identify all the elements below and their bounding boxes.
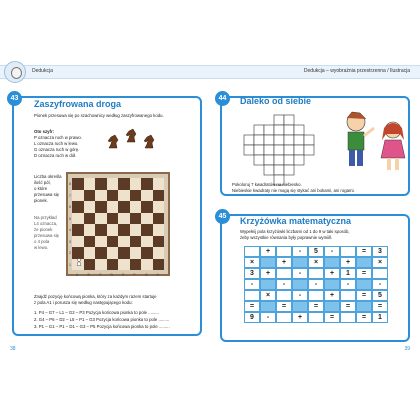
crossword-cell: = [324,312,340,323]
chess-square [95,201,107,213]
grid-square [254,155,264,165]
route-line: 3. P1 – G1 – P1 – D1 – G3 – P5 Pozycja końcowa pionka to pole ......... [34,324,170,329]
chess-square [95,224,107,236]
chess-square [107,213,119,225]
cipher-line: G oznacza ruch w górę. [34,147,80,152]
page-number-right: 39 [404,346,410,352]
task-44-text: Niebieskie kwadraty nie mogą się stykać ani bokami, ani rogami. [232,188,355,193]
crossword-cell: - [340,279,356,290]
chessboard-grid [72,178,164,270]
chess-square [141,190,153,202]
crossword-cell[interactable] [276,246,292,257]
girl-illustration-icon [376,118,410,172]
board-file-label: D [110,273,114,277]
crossword-cell: = [372,301,388,312]
chess-square [84,259,96,271]
board-rank-label: 1 [69,262,71,267]
crossword-cell [356,301,372,312]
chess-square [130,213,142,225]
cipher-line: L oznacza ruch w lewo. [34,141,79,146]
crossword-cell: × [244,257,260,268]
board-rank-label: 4 [69,228,71,232]
chess-square [118,236,130,248]
crossword-cell[interactable] [372,268,388,279]
chess-square [153,259,165,271]
grid-square [264,155,274,165]
chess-square [72,190,84,202]
chess-square [107,178,119,190]
grid-square [304,145,314,155]
board-file-label: C [99,273,102,277]
chess-square [153,224,165,236]
crossword-cell: = [308,301,324,312]
crossword-cell[interactable] [276,268,292,279]
example-line: w lewo. [34,245,49,250]
crossword-cell: = [244,301,260,312]
crossword-cell [292,279,308,290]
crossword-cell [260,301,276,312]
task-44-number: 44 [215,91,230,106]
board-file-label: F [133,273,136,277]
crossword-cell: + [324,290,340,301]
example-line: o 4 pola [34,239,50,244]
side-note-line: o które [34,186,48,191]
crossword-cell[interactable] [340,290,356,301]
crossword-cell: + [276,257,292,268]
knight-icon [106,134,120,149]
chess-square [118,259,130,271]
example-line: Na przykład [34,215,57,220]
cipher-line: P oznacza ruch w prawo. [34,135,82,140]
chess-square [153,190,165,202]
board-file-label: A [76,273,79,277]
board-file-label: B [87,273,90,277]
crossword-cell[interactable] [340,312,356,323]
grid-square [274,155,284,165]
crossword-cell [324,257,340,268]
grid-square [284,135,294,145]
crossword-cell [356,279,372,290]
chess-square [118,224,130,236]
chess-square [95,247,107,259]
chess-square [141,259,153,271]
crossword-cell: = [356,312,372,323]
chess-square [95,190,107,202]
board-file-label: H [156,273,160,277]
chess-square [153,178,165,190]
grid-square [264,135,274,145]
crossword-cell: = [356,246,372,257]
crossword-cell: - [260,312,276,323]
chess-square [141,247,153,259]
board-rank-label: 8 [69,182,71,186]
grid-square [254,135,264,145]
page-number-left: 38 [10,346,16,352]
grid-square [274,135,284,145]
chess-square [84,190,96,202]
crossword-cell: + [340,257,356,268]
chess-square [130,190,142,202]
crossword-cell [356,257,372,268]
grid-square [294,145,304,155]
crossword-cell[interactable] [308,312,324,323]
crossword-cell: 3 [372,246,388,257]
crossword-cell: 1 [372,312,388,323]
chess-square [118,247,130,259]
pawn-icon [76,258,82,266]
chess-square [130,247,142,259]
mascot-logo-icon [4,61,26,83]
grid-square [264,125,274,135]
board-rank-label: 2 [69,251,71,255]
chess-square [107,247,119,259]
chess-square [141,236,153,248]
book-spread [0,58,420,358]
right-page [210,58,420,358]
grid-square [274,115,284,125]
chess-square [141,224,153,236]
crossword-cell[interactable] [340,246,356,257]
grid-square [284,155,294,165]
crossword-cell [260,279,276,290]
crossword-cell: - [372,279,388,290]
grid-square [254,145,264,155]
knight-icon [142,134,156,149]
grid-square [284,145,294,155]
example-line: przesuwa się [34,233,60,238]
chess-square [72,224,84,236]
example-line: L4 oznacza, [34,221,58,226]
chess-square [84,201,96,213]
route-line: 1. P4 – G7 – L1 – G2 – P3 Pozycja końcowa pionka to pole ......... [34,310,159,315]
crossword-cell: - [292,268,308,279]
chessboard [66,172,170,276]
crossword-cell: × [372,257,388,268]
chess-square [153,247,165,259]
task-45-number: 45 [215,209,230,224]
board-file-label: G [145,273,148,277]
crossword-cell[interactable] [244,290,260,301]
chess-square [118,190,130,202]
chess-square [141,213,153,225]
chess-square [118,178,130,190]
boy-illustration-icon [338,110,378,170]
board-file-label: E [122,273,125,277]
task-45-text: żeby wszystkie równania były poprawnie wymiill. [240,235,333,240]
grid-square [264,165,274,175]
task-44-text: Pokoloruj 7 kwadratów na niebiesko. [232,182,302,187]
board-rank-label: 7 [69,193,71,198]
chess-square [95,259,107,271]
right-header-text: Dedukcja – wyobraźnia przestrzenna / Ilustracja [303,68,410,74]
task-45-title: Krzyżówka matematyczna [240,216,352,226]
crossword-cell: × [260,290,276,301]
chess-square [72,178,84,190]
chess-square [84,178,96,190]
grid-square [294,135,304,145]
crossword-cell: 3 [244,268,260,279]
grid-square [274,145,284,155]
chess-square [153,213,165,225]
chess-square [107,259,119,271]
chess-square [141,178,153,190]
crossword-cell: 1 [340,268,356,279]
grid-square [284,165,294,175]
crossword-cell: = [276,301,292,312]
chess-square [72,213,84,225]
crossword-cell [324,301,340,312]
chess-square [95,213,107,225]
chess-square [107,190,119,202]
crossword-cell: - [292,246,308,257]
grid-square [274,165,284,175]
grid-square [254,125,264,135]
crossword-cell: - [308,279,324,290]
crossword-cell: 9 [244,312,260,323]
chess-square [130,236,142,248]
crossword-cell: + [260,268,276,279]
side-note-line: przesuwa się [34,192,60,197]
chess-square [107,201,119,213]
chess-square [130,224,142,236]
footer-instruction: z pola A1 i porusza się według następującego kodu: [34,300,133,305]
left-page [0,58,210,358]
side-note-line: ilość pól, [34,180,51,185]
crossword-cell: 5 [308,246,324,257]
chess-square [130,259,142,271]
chess-square [72,201,84,213]
crossword-cell: - [244,279,260,290]
crossword-cell: + [292,312,308,323]
grid-square [244,145,254,155]
crossword-cell: = [340,301,356,312]
grid-square [244,135,254,145]
task-43-intro: Pionek przesuwa się po szachownicy według zaszyfrowanego kodu. [34,113,164,118]
side-note-line: Liczba określa [34,174,62,179]
grid-square [284,115,294,125]
knight-icon [124,128,138,143]
chess-square [107,224,119,236]
crossword-cell[interactable] [308,290,324,301]
crossword-cell [260,257,276,268]
chess-square [72,247,84,259]
crossword-cell: = [356,290,372,301]
chess-square [95,178,107,190]
side-note-line: pionek. [34,198,48,203]
left-header-text: Dedukcja [32,68,53,74]
crossword-cell: = [356,268,372,279]
crossword-cell [292,257,308,268]
chess-square [84,213,96,225]
grid-square [284,125,294,135]
grid-square [304,135,314,145]
math-crossword-grid [244,246,388,323]
task-44-title: Daleko od siebie [240,96,312,106]
chess-square [84,247,96,259]
chess-square [107,236,119,248]
chess-square [153,201,165,213]
chess-square [95,236,107,248]
example-line: że pionek [34,227,53,232]
chess-square [130,178,142,190]
board-rank-label: 5 [69,216,71,221]
crossword-cell [292,301,308,312]
crossword-cell: - [292,290,308,301]
task-45-text: Wypełnij pola krzyżówki liczbami od 1 do 9 w taki sposób, [240,229,350,234]
grid-square [294,155,304,165]
crossword-cell[interactable] [276,312,292,323]
task-43-title: Zaszyfrowana droga [34,99,122,109]
chess-square [72,236,84,248]
route-line: 2. G4 – P6 – D2 – L5 – P1 – G3 Pozycja końcowa pionka to pole ......... [34,317,170,322]
chess-square [84,236,96,248]
crossword-cell: × [308,257,324,268]
chess-square [153,236,165,248]
chess-square [84,224,96,236]
grid-square [294,125,304,135]
crossword-cell[interactable] [244,246,260,257]
crossword-cell [324,279,340,290]
board-rank-label: 3 [69,239,71,244]
crossword-cell: + [324,268,340,279]
chess-square [141,201,153,213]
chess-square [118,213,130,225]
crossword-cell[interactable] [308,268,324,279]
grid-square [264,145,274,155]
footer-instruction: Znajdź pozycję końcową pionka, który za każdym razem startuje [34,294,157,299]
crossword-cell: + [260,246,276,257]
cipher-heading: Oto szyfr: [34,129,55,134]
cipher-line: D oznacza ruch w dół. [34,153,77,158]
square-grid-figure [238,113,334,193]
task-43-number: 43 [7,91,22,106]
chess-square [118,201,130,213]
board-rank-label: 6 [69,205,71,209]
crossword-cell: 5 [372,290,388,301]
crossword-cell: - [324,246,340,257]
crossword-cell[interactable] [276,290,292,301]
crossword-cell: - [276,279,292,290]
grid-square [274,125,284,135]
chess-square [130,201,142,213]
